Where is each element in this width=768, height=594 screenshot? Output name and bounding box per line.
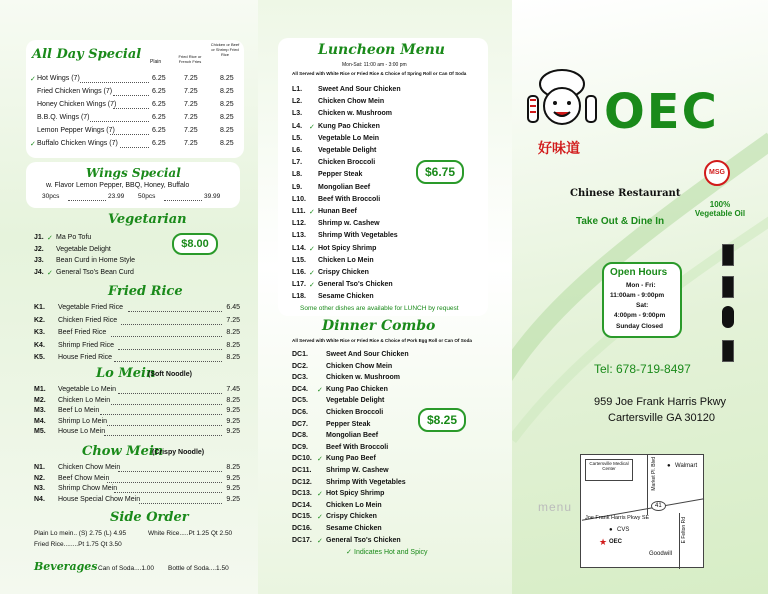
menu-item-fried-price: 7.25: [184, 88, 198, 95]
hot-spicy-icon: ✓: [317, 456, 323, 464]
wings-50pcs: 50pcs: [138, 193, 156, 200]
menu-item-code: DC16.: [292, 525, 312, 532]
menu-item-price: 9.25: [226, 428, 240, 435]
hot-spicy-icon: ✓: [47, 235, 53, 242]
menu-item-name: Vegetable Delight: [318, 147, 377, 154]
menu-item-leader: [107, 425, 222, 426]
menu-item-code: L16.: [292, 269, 307, 276]
menu-item-price: 9.25: [226, 407, 240, 414]
menu-item-fried-price: 7.25: [184, 140, 198, 147]
address-line1: 959 Joe Frank Harris Pkwy: [594, 396, 727, 408]
wings-30pcs: 30pcs: [42, 193, 60, 200]
brand-service: Take Out & Dine In: [576, 216, 665, 227]
chow-mein-title: Chow Mein: [82, 444, 164, 459]
side-order-title: Side Order: [110, 510, 189, 525]
side-order-line1b: White Rice.....Pt 1.25 Qt 2.50: [148, 530, 233, 537]
vegetable-oil: 100% Vegetable Oil: [694, 200, 746, 218]
hours-weekday-label: Mon - Fri:: [626, 282, 656, 289]
menu-item-name: Crispy Chicken: [318, 269, 369, 276]
menu-item-name: Hunan Beef: [318, 208, 357, 215]
menu-item-fried-price: 7.25: [184, 101, 198, 108]
menu-item-code: L6.: [292, 147, 303, 154]
fried-rice-title: Fried Rice: [108, 284, 183, 299]
menu-item-price: 7.45: [226, 386, 240, 393]
menu-item-name: Hot Spicy Shrimp: [326, 490, 385, 498]
luncheon-price: $6.75: [416, 160, 464, 184]
menu-item-plain-price: 6.25: [152, 88, 166, 95]
map-road41: 41: [651, 501, 666, 511]
no-msg-icon: [704, 160, 730, 186]
menu-item-code: DC10.: [292, 455, 312, 463]
hot-spicy-icon: ✓: [30, 141, 36, 148]
menu-item-name: Chicken Fried Rice: [58, 316, 118, 324]
menu-item-special-price: 8.25: [220, 75, 234, 82]
lo-mein-subtitle: (Soft Noodle): [148, 371, 192, 378]
menu-item-code: N2.: [34, 474, 45, 482]
mastercard-icon: [722, 276, 734, 298]
menu-item-name: Crispy Chicken: [326, 513, 377, 521]
luncheon-footer: Some other dishes are available for LUNCH by request: [300, 305, 459, 312]
map-oec: OEC: [609, 539, 623, 545]
menu-item-code: L8.: [292, 171, 303, 179]
col-chicken: Chicken or Beef or Shrimp Fried Rice: [210, 42, 240, 57]
address-line2: Cartersville GA 30120: [608, 412, 715, 424]
vegetarian-title: Vegetarian: [108, 212, 187, 227]
menu-item-name: Fried Chicken Wings (7): [37, 88, 113, 95]
discover-icon: [722, 306, 734, 328]
menu-item-code: DC9.: [292, 443, 308, 451]
dinner-footer: Indicates Hot and Spicy: [354, 549, 428, 556]
side-order-line1a: Plain Lo mein.. (S) 2.75 (L) 4.95: [34, 530, 127, 537]
hot-spicy-icon: ✓: [47, 269, 53, 277]
menu-item-name: Sweet And Sour Chicken: [326, 351, 409, 358]
menu-item-special-price: 8.25: [220, 88, 234, 95]
hot-spicy-icon: ✓: [309, 282, 315, 290]
menu-item-name: Beef Chow Mein: [58, 474, 110, 482]
menu-item-code: J3.: [34, 257, 44, 264]
menu-item-price: 8.25: [226, 354, 240, 361]
menu-item-code: L17.: [292, 281, 307, 289]
menu-item-price: 9.25: [226, 417, 240, 425]
menu-item-code: L1.: [292, 86, 303, 93]
col-plain: Plain: [150, 59, 162, 65]
menu-item-code: L18.: [292, 293, 307, 301]
menu-item-special-price: 8.25: [220, 140, 234, 147]
wings-30pcs-price: 23.99: [108, 193, 125, 200]
menu-item-name: Honey Chicken Wings (7): [37, 101, 117, 108]
menu-item-leader: [100, 414, 222, 415]
menu-item-name: Chicken Broccoli: [318, 159, 376, 167]
menu-item-code: L13.: [292, 232, 307, 240]
menu-item-code: M1.: [34, 386, 46, 393]
menu-item-name: Chicken Chow Mein: [58, 464, 121, 471]
menu-item-special-price: 8.25: [220, 101, 234, 108]
lo-mein-title: Lo Mein: [96, 366, 156, 381]
middle-panel: [258, 0, 512, 594]
left-panel: [0, 0, 258, 594]
wings-flavors: w. Flavor Lemon Pepper, BBQ, Honey, Buffalo: [46, 182, 190, 189]
hours-sat-label: Sat:: [636, 302, 649, 309]
menu-item-leader: [118, 471, 223, 472]
menu-item-leader: [114, 492, 222, 493]
menu-item-code: DC8.: [292, 432, 308, 440]
menu-item-name: Hot Wings (7): [37, 75, 80, 82]
menu-item-name: Shrimp W. Cashew: [326, 467, 389, 474]
menu-item-name: Kung Pao Chicken: [326, 385, 388, 393]
menu-item-name: B.B.Q. Wings (7): [37, 114, 90, 121]
menu-item-code: DC2.: [292, 362, 308, 370]
menu-item-leader: [113, 95, 149, 96]
menu-item-name: Pepper Steak: [326, 420, 371, 428]
brand-name: OEC: [604, 84, 719, 140]
menu-item-code: DC17.: [292, 536, 312, 544]
wings-50pcs-price: 39.99: [204, 193, 221, 200]
menu-item-leader: [110, 134, 149, 135]
map-jfh: Joe Frank Harris Pkwy SE: [585, 515, 650, 521]
menu-item-leader: [128, 311, 222, 312]
menu-item-code: L2.: [292, 98, 303, 106]
menu-item-code: L12.: [292, 220, 307, 228]
hours-title: Open Hours: [610, 267, 668, 278]
wings-special-title: Wings Special: [86, 166, 181, 180]
map-fulton: E Felton Rd: [681, 517, 687, 544]
menu-item-code: L14.: [292, 244, 307, 252]
menu-item-name: Shrimp With Vegetables: [318, 232, 398, 240]
map-walmart-dot: ●: [667, 463, 671, 469]
map-market: Market Pl. Blvd: [651, 457, 657, 491]
open-hours-box: [602, 262, 682, 338]
menu-item-code: L3.: [292, 110, 303, 118]
menu-item-name: Shrimp Fried Rice: [58, 341, 115, 349]
menu-item-name: Mongolian Beef: [326, 432, 379, 440]
map-oec-star-icon: ★: [599, 537, 608, 547]
menu-item-name: Chicken Chow Mein: [326, 362, 393, 370]
menu-item-name: Beef With Broccoli: [326, 443, 389, 451]
menu-item-code: M4.: [34, 417, 46, 425]
hot-spicy-icon: ✓: [317, 514, 323, 522]
menu-item-code: K1.: [34, 304, 45, 311]
luncheon-hours: Mon-Sat: 11:00 am - 3:00 pm: [342, 62, 407, 68]
menu-item-leader: [121, 324, 222, 325]
menu-item-name: Vegetable Delight: [326, 397, 385, 405]
menu-item-code: M2.: [34, 396, 46, 404]
menu-item-code: L9.: [292, 183, 303, 191]
all-day-special-box: [26, 40, 244, 158]
check-icon: [722, 340, 734, 362]
menu-item-name: General Tso's Chicken: [326, 536, 401, 544]
menu-item-price: 7.25: [226, 316, 240, 324]
wings-50pcs-leader: [164, 200, 202, 201]
menu-item-price: 9.25: [226, 485, 240, 492]
menu-item-code: DC3.: [292, 374, 308, 382]
menu-item-price: 8.25: [226, 329, 240, 336]
menu-item-name: Sesame Chicken: [318, 293, 374, 301]
menu-item-name: House Lo Mein: [58, 428, 106, 435]
menu-item-code: N3.: [34, 485, 45, 492]
hot-spicy-icon: ✓: [317, 491, 323, 499]
menu-item-plain-price: 6.25: [152, 114, 166, 121]
menu-item-code: L11.: [292, 208, 306, 215]
menu-item-name: Vegetable Lo Mein: [318, 134, 380, 142]
menu-item-name: Beef With Broccoli: [318, 195, 381, 203]
beverages-can: Can of Soda....1.00: [98, 565, 155, 572]
dinner-title: Dinner Combo: [322, 318, 436, 334]
menu-item-name: Sesame Chicken: [326, 525, 382, 532]
menu-item-price: 8.25: [226, 464, 240, 471]
menu-item-fried-price: 7.25: [184, 114, 198, 121]
map-cvs-dot: ●: [609, 527, 613, 533]
menu-item-price: 6.45: [226, 304, 240, 311]
menu-item-code: K5.: [34, 354, 45, 361]
menu-item-code: DC11.: [292, 467, 312, 474]
menu-item-name: House Special Chow Mein: [58, 495, 141, 503]
menu-item-code: M5.: [34, 428, 46, 435]
menu-item-code: K2.: [34, 316, 45, 324]
menu-item-leader: [118, 349, 223, 350]
menu-item-name: Mongolian Beef: [318, 183, 371, 191]
menu-item-fried-price: 7.25: [184, 75, 198, 82]
menu-item-leader: [120, 147, 150, 148]
menu-item-code: M3.: [34, 407, 46, 414]
menu-item-name: Chicken Lo Mein: [58, 396, 111, 404]
menu-item-price: 9.25: [226, 495, 240, 503]
menu-item-code: N4.: [34, 495, 45, 503]
menu-item-name: General Tso's Bean Curd: [56, 268, 134, 276]
hours-weekday: 11:00am - 9:00pm: [610, 292, 665, 299]
menu-item-name: Kung Pao Chicken: [318, 122, 380, 130]
menu-item-name: Buffalo Chicken Wings (7): [37, 140, 118, 147]
menu-item-price: 8.25: [226, 396, 240, 404]
menu-item-price: 9.25: [226, 474, 240, 482]
menu-item-code: DC14.: [292, 501, 312, 509]
menu-item-name: Chicken w. Mushroom: [318, 110, 393, 118]
menu-item-code: DC12.: [292, 478, 312, 486]
menu-item-leader: [107, 482, 222, 483]
card-icons: [720, 244, 738, 364]
menu-item-name: Vegetable Fried Rice: [58, 304, 123, 311]
map-market-road: [647, 455, 648, 515]
map-cvs: CVS: [617, 527, 630, 533]
beverages-bottle: Bottle of Soda....1.50: [168, 565, 229, 572]
menu-item-name: Chicken Lo Mein: [326, 501, 382, 509]
menu-item-plain-price: 6.25: [152, 140, 166, 147]
menu-item-leader: [118, 393, 223, 394]
menu-item-name: Sweet And Sour Chicken: [318, 86, 401, 93]
menu-item-code: DC13.: [292, 490, 312, 498]
menu-item-code: N1.: [34, 464, 45, 471]
beverages-title: Beverages: [34, 560, 98, 573]
menu-item-code: DC1.: [292, 351, 308, 358]
menu-item-name: Chicken Lo Mein: [318, 256, 374, 264]
menu-item-code: L10.: [292, 195, 307, 203]
hot-spicy-icon: ✓: [317, 537, 323, 545]
menu-item-code: DC5.: [292, 397, 308, 405]
menu-item-name: Shrimp w. Cashew: [318, 220, 380, 228]
menu-item-leader: [90, 121, 149, 122]
menu-item-name: Lemon Pepper Wings (7): [37, 127, 115, 134]
menu-item-special-price: 8.25: [220, 114, 234, 121]
hot-spicy-icon: ✓: [309, 123, 315, 131]
menu-item-name: Chicken w. Mushroom: [326, 374, 401, 382]
all-day-special-title: All Day Special: [32, 47, 142, 62]
hot-spicy-icon: ✓: [309, 270, 315, 277]
watermark: menu: [538, 500, 573, 514]
phone: Tel: 678-719-8497: [594, 362, 691, 376]
hot-spicy-icon: ✓: [317, 386, 323, 394]
menu-item-plain-price: 6.25: [152, 127, 166, 134]
menu-item-name: General Tso's Chicken: [318, 281, 393, 289]
menu-item-price: 8.25: [226, 341, 240, 349]
menu-item-code: L4.: [292, 122, 303, 130]
menu-item-name: House Fried Rice: [58, 354, 113, 361]
menu-item-leader: [113, 108, 149, 109]
col-fried-rice: Fried Rice or French Fries: [178, 54, 202, 64]
menu-item-name: Vegetable Delight: [56, 245, 111, 253]
menu-item-name: Chicken Broccoli: [326, 409, 384, 416]
chow-mein-subtitle: (Crispy Noodle): [152, 449, 205, 456]
menu-item-name: Beef Lo Mein: [58, 407, 100, 414]
hours-sat: 4:00pm - 9:00pm: [614, 312, 666, 319]
menu-item-code: DC4.: [292, 385, 308, 393]
brand-chinese: 好味道: [538, 141, 580, 157]
menu-item-leader: [104, 435, 223, 436]
hot-spicy-icon: ✓: [309, 245, 315, 253]
brand-subtitle: Chinese Restaurant: [570, 188, 681, 199]
menu-item-code: L15.: [292, 256, 307, 264]
right-panel: [512, 0, 768, 594]
dinner-price: $8.25: [418, 408, 466, 432]
vegetarian-price: $8.00: [172, 233, 218, 255]
menu-item-code: DC15.: [292, 513, 312, 521]
wings-30pcs-leader: [68, 200, 106, 201]
location-map: [580, 454, 704, 568]
menu-item-leader: [139, 503, 223, 504]
menu-item-name: Bean Curd in Home Style: [56, 257, 135, 264]
msg-label: MSG: [709, 169, 725, 176]
menu-item-name: Kung Pao Beef: [326, 455, 376, 463]
menu-item-name: Vegetable Lo Mein: [58, 386, 116, 393]
menu-item-plain-price: 6.25: [152, 101, 166, 108]
menu-item-name: Shrimp With Vegetables: [326, 478, 406, 486]
menu-item-code: DC6.: [292, 409, 308, 416]
menu-item-leader: [80, 82, 149, 83]
menu-item-name: Ma Po Tofu: [56, 234, 92, 241]
menu-item-name: Pepper Steak: [318, 171, 363, 179]
menu-item-code: L7.: [292, 159, 303, 167]
menu-item-name: Shrimp Lo Mein: [58, 417, 108, 425]
menu-item-name: Shrimp Chow Mein: [58, 485, 118, 492]
map-goodwill: Goodwill: [649, 551, 673, 557]
luncheon-note: All Served with White Rice or Fried Rice & Choice of Spring Roll or Can Of Soda: [292, 71, 467, 76]
menu-item-leader: [114, 361, 222, 362]
menu-item-code: K3.: [34, 329, 45, 336]
menu-item-special-price: 8.25: [220, 127, 234, 134]
luncheon-title: Luncheon Menu: [318, 42, 445, 58]
hours-sunday: Sunday Closed: [616, 323, 663, 330]
menu-item-name: Hot Spicy Shrimp: [318, 244, 377, 252]
dinner-note: All Served with White Rice or Fried Rice & Choice of Pork Egg Roll or Can Of Soda: [292, 338, 472, 343]
hot-spicy-icon: ✓: [30, 76, 36, 83]
map-walmart: Walmart: [675, 463, 698, 469]
hot-spicy-icon: ✓: [309, 209, 315, 216]
dinner-footer-check: ✓: [346, 549, 352, 556]
menu-item-leader: [111, 404, 223, 405]
side-order-line2: Fried Rice........Pt 1.75 Qt 3.50: [34, 541, 122, 548]
visa-icon: [722, 244, 734, 266]
menu-item-code: DC7.: [292, 420, 308, 428]
menu-item-code: J4.: [34, 268, 44, 276]
wings-special-box: [26, 162, 240, 208]
menu-item-code: J2.: [34, 245, 44, 253]
menu-item-plain-price: 6.25: [152, 75, 166, 82]
menu-item-code: K4.: [34, 341, 45, 349]
menu-item-code: J1.: [34, 234, 44, 241]
map-fulton-road: [679, 513, 680, 569]
map-medical: Cartersville Medical Center: [589, 461, 629, 471]
menu-item-name: Chicken Chow Mein: [318, 98, 385, 106]
menu-item-code: L5.: [292, 134, 303, 142]
menu-item-fried-price: 7.25: [184, 127, 198, 134]
menu-item-name: Beef Fried Rice: [58, 329, 107, 336]
menu-item-leader: [111, 336, 223, 337]
